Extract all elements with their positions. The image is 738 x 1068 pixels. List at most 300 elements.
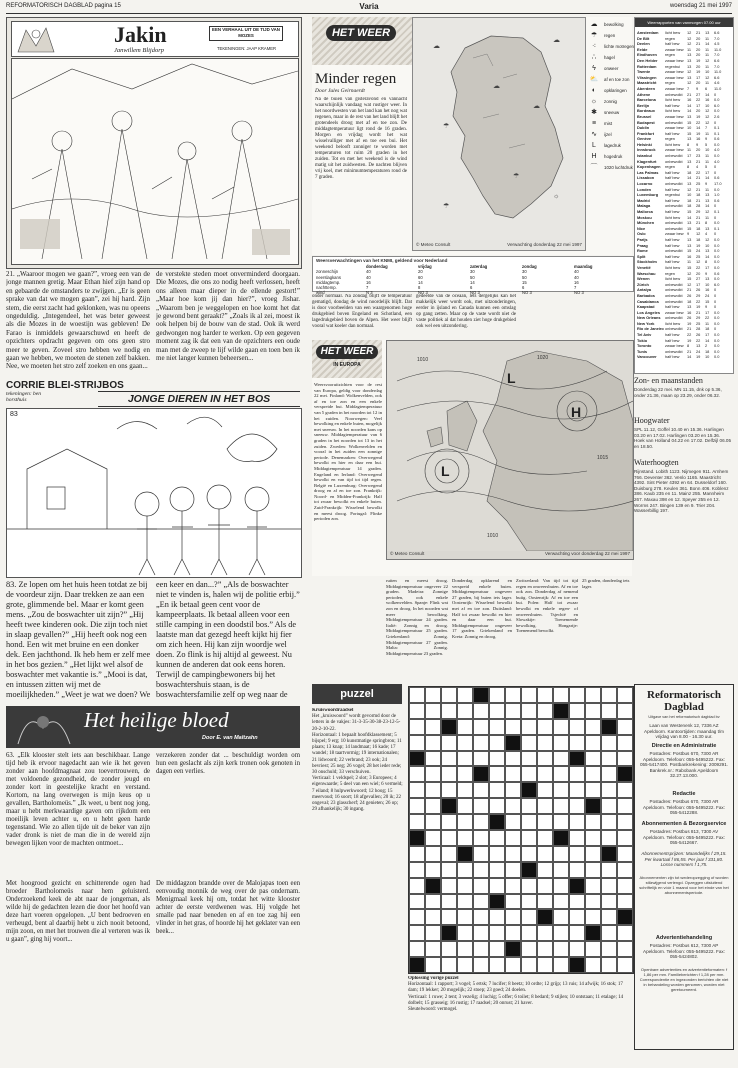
crossword-cell[interactable] <box>521 957 537 973</box>
crossword-cell[interactable] <box>473 782 489 798</box>
crossword-cell[interactable] <box>473 862 489 878</box>
station-value: 4.0 <box>714 158 720 164</box>
crossword-cell[interactable] <box>617 846 633 862</box>
crossword-cell[interactable] <box>569 894 585 910</box>
crossword-cell[interactable] <box>537 766 553 782</box>
crossword-cell[interactable] <box>585 894 601 910</box>
station-value: 13 <box>687 113 692 119</box>
crossword-cell[interactable] <box>569 719 585 735</box>
crossword-cell[interactable] <box>521 909 537 925</box>
crossword-cell[interactable] <box>521 751 537 767</box>
crossword-cell[interactable] <box>457 878 473 894</box>
crossword-cell[interactable] <box>505 878 521 894</box>
crossword-cell[interactable] <box>601 941 617 957</box>
crossword-cell[interactable] <box>521 830 537 846</box>
station-name: Casablanca <box>637 298 659 304</box>
crossword-cell[interactable] <box>601 782 617 798</box>
crossword-cell[interactable] <box>585 814 601 830</box>
crossword-cell[interactable] <box>425 735 441 751</box>
crossword-cell[interactable] <box>409 719 425 735</box>
crossword-cell[interactable] <box>505 925 521 941</box>
crossword-cell[interactable] <box>569 703 585 719</box>
cloud-icon: ☁ <box>590 21 598 28</box>
station-value: half bew <box>665 304 680 310</box>
crossword-cell[interactable] <box>617 798 633 814</box>
crossword-cell[interactable] <box>489 766 505 782</box>
weer-nl-logo: HET WEER <box>326 25 396 41</box>
crossword-cell[interactable] <box>601 957 617 973</box>
crossword-cell[interactable] <box>505 782 521 798</box>
crossword-cell[interactable] <box>521 687 537 703</box>
crossword-cell[interactable] <box>425 830 441 846</box>
crossword-cell[interactable] <box>617 862 633 878</box>
crossword-cell[interactable] <box>505 894 521 910</box>
crossword-cell[interactable] <box>489 751 505 767</box>
crossword-cell[interactable] <box>441 830 457 846</box>
legend-item <box>588 41 634 52</box>
crossword-cell[interactable] <box>617 687 633 703</box>
crossword-cell[interactable] <box>457 782 473 798</box>
crossword-cell[interactable] <box>617 703 633 719</box>
crossword-cell[interactable] <box>537 925 553 941</box>
station-value: 10 <box>687 125 692 131</box>
crossword-cell[interactable] <box>409 909 425 925</box>
crossword-cell[interactable] <box>473 751 489 767</box>
crossword-cell[interactable] <box>441 941 457 957</box>
crossword-cell[interactable] <box>457 687 473 703</box>
crossword-cell[interactable] <box>425 798 441 814</box>
station-value: 13 <box>687 220 692 226</box>
crossword-cell[interactable] <box>585 719 601 735</box>
crossword-cell[interactable] <box>425 719 441 735</box>
station-value: onbewolkt <box>665 91 683 97</box>
crossword-cell[interactable] <box>457 751 473 767</box>
station-value: 22 <box>705 315 710 321</box>
sun-moon-title: Zon- en maanstanden <box>634 376 703 385</box>
crossword-cell[interactable] <box>617 957 633 973</box>
crossword-cell[interactable] <box>601 735 617 751</box>
crossword-cell[interactable] <box>617 830 633 846</box>
crossword-cell[interactable] <box>553 878 569 894</box>
crossword-cell[interactable] <box>569 830 585 846</box>
crossword-cell[interactable] <box>617 941 633 957</box>
crossword-cell[interactable] <box>553 909 569 925</box>
crossword-cell[interactable] <box>601 687 617 703</box>
crossword-cell[interactable] <box>425 782 441 798</box>
station-value: 8 <box>687 164 690 170</box>
forecast-cell: 60 <box>418 274 423 280</box>
crossword-cell[interactable] <box>409 941 425 957</box>
station-value: zwaar bew <box>665 125 684 131</box>
crossword-cell[interactable] <box>505 719 521 735</box>
crossword-cell[interactable] <box>521 703 537 719</box>
crossword-cell[interactable] <box>441 782 457 798</box>
station-value: 16 <box>696 136 701 142</box>
crossword-cell[interactable] <box>569 798 585 814</box>
crossword-cell[interactable] <box>585 687 601 703</box>
crossword-cell[interactable] <box>521 941 537 957</box>
station-value: 6.6 <box>714 57 720 63</box>
crossword-cell[interactable] <box>553 846 569 862</box>
crossword-cell[interactable] <box>441 703 457 719</box>
crossword-cell[interactable] <box>553 751 569 767</box>
crossword-cell[interactable] <box>585 846 601 862</box>
crossword-cell[interactable] <box>569 862 585 878</box>
crossword-cell[interactable] <box>473 846 489 862</box>
crossword-cell[interactable] <box>489 703 505 719</box>
crossword-cell[interactable] <box>409 894 425 910</box>
crossword-cell[interactable] <box>505 846 521 862</box>
crossword-cell[interactable] <box>473 941 489 957</box>
station-value: 0 <box>714 287 717 293</box>
crossword-cell[interactable] <box>553 941 569 957</box>
crossword-cell[interactable] <box>457 719 473 735</box>
crossword-cell[interactable] <box>425 846 441 862</box>
bolle-illustration <box>6 408 302 578</box>
crossword-cell[interactable] <box>505 957 521 973</box>
weer-nl-map-caption: Verwachting donderdag 22 mei 1997 <box>507 242 582 247</box>
station-value: half bew <box>665 197 680 203</box>
crossword-cell[interactable] <box>537 894 553 910</box>
crossword-cell[interactable] <box>537 846 553 862</box>
station-value: 8 <box>687 141 690 147</box>
crossword-cell[interactable] <box>489 687 505 703</box>
crossword-cell[interactable] <box>425 751 441 767</box>
crossword-cell[interactable] <box>585 941 601 957</box>
station-name: New York <box>637 320 655 326</box>
crossword-cell[interactable] <box>521 814 537 830</box>
crossword-cell[interactable] <box>409 687 425 703</box>
crossword-cell[interactable] <box>537 687 553 703</box>
crossword-cell[interactable] <box>409 814 425 830</box>
crossword-cell[interactable] <box>409 925 425 941</box>
crossword-cell[interactable] <box>521 846 537 862</box>
crossword-cell[interactable] <box>553 735 569 751</box>
crossword-cell[interactable] <box>425 909 441 925</box>
crossword-cell[interactable] <box>601 751 617 767</box>
crossword-cell[interactable] <box>601 814 617 830</box>
station-value: zwaar bew <box>665 74 684 80</box>
crossword-cell[interactable] <box>601 925 617 941</box>
station-value: 0.1 <box>714 130 720 136</box>
crossword-cell[interactable] <box>553 862 569 878</box>
crossword-cell[interactable] <box>505 751 521 767</box>
crossword-cell[interactable] <box>457 894 473 910</box>
crossword-cell[interactable] <box>425 687 441 703</box>
crossword-cell[interactable] <box>441 862 457 878</box>
station-name: Barcelona <box>637 97 656 103</box>
crossword-cell[interactable] <box>441 687 457 703</box>
crossword-cell[interactable] <box>441 878 457 894</box>
crossword-cell[interactable] <box>489 925 505 941</box>
crossword-cell[interactable] <box>425 862 441 878</box>
crossword-cell[interactable] <box>617 894 633 910</box>
station-value: 0 <box>714 292 717 298</box>
station-value: 8 <box>687 343 690 349</box>
crossword-cell[interactable] <box>569 687 585 703</box>
crossword-cell[interactable] <box>537 941 553 957</box>
rd-abo-title: Abonnementen & Bezorgservice <box>641 821 727 827</box>
solution-keyword: Sleutelwoord: vermogel. <box>408 1007 458 1013</box>
crossword-cell[interactable] <box>601 798 617 814</box>
crossword-cell[interactable] <box>553 687 569 703</box>
crossword-cell[interactable] <box>457 798 473 814</box>
forecast-row-label: nachttemp. <box>316 285 337 291</box>
station-value: half bew <box>665 337 680 343</box>
crossword-cell[interactable] <box>473 925 489 941</box>
crossword-cell[interactable] <box>425 957 441 973</box>
crossword-cell[interactable] <box>617 878 633 894</box>
crossword-cell[interactable] <box>457 766 473 782</box>
crossword-cell[interactable] <box>473 909 489 925</box>
crossword-cell[interactable] <box>537 878 553 894</box>
crossword-cell[interactable] <box>553 894 569 910</box>
crossword-cell[interactable] <box>521 719 537 735</box>
crossword-cell[interactable] <box>601 703 617 719</box>
crossword-cell[interactable] <box>457 957 473 973</box>
crossword-cell[interactable] <box>569 925 585 941</box>
station-value: 20 <box>696 52 701 58</box>
crossword-block <box>441 798 457 814</box>
crossword-cell[interactable] <box>457 909 473 925</box>
high-pressure-icon: H <box>591 153 597 160</box>
station-value: 0.0 <box>714 242 720 248</box>
crossword-cell[interactable] <box>441 957 457 973</box>
crossword-cell[interactable] <box>457 735 473 751</box>
crossword-cell[interactable] <box>521 878 537 894</box>
station-name: Antalya <box>637 287 652 293</box>
station-value: 4.6 <box>714 80 720 86</box>
crossword-cell[interactable] <box>601 862 617 878</box>
crossword-cell[interactable] <box>441 735 457 751</box>
forecast-cell: NO 3 <box>470 290 480 296</box>
crossword-cell[interactable] <box>505 687 521 703</box>
crossword-cell[interactable] <box>489 862 505 878</box>
crossword-cell[interactable] <box>473 735 489 751</box>
forecast-cell: 8 <box>418 285 421 291</box>
crossword-cell[interactable] <box>521 735 537 751</box>
fog-icon: ≡ <box>591 120 597 127</box>
crossword-cell[interactable] <box>505 798 521 814</box>
crossword-cell[interactable] <box>505 703 521 719</box>
crossword-cell[interactable] <box>505 862 521 878</box>
crossword-cell[interactable] <box>473 814 489 830</box>
crossword-cell[interactable] <box>617 782 633 798</box>
crossword-grid[interactable] <box>408 686 634 974</box>
station-name: Londen <box>637 186 652 192</box>
crossword-cell[interactable] <box>601 894 617 910</box>
station-value: 22 <box>687 332 692 338</box>
crossword-cell[interactable] <box>521 798 537 814</box>
crossword-cell[interactable] <box>585 735 601 751</box>
crossword-cell[interactable] <box>473 957 489 973</box>
station-name: Eelde <box>637 46 648 52</box>
station-value: 14 <box>687 354 692 360</box>
crossword-cell[interactable] <box>441 894 457 910</box>
crossword-cell[interactable] <box>441 751 457 767</box>
crossword-cell[interactable] <box>585 751 601 767</box>
crossword-cell[interactable] <box>425 925 441 941</box>
crossword-cell[interactable] <box>537 862 553 878</box>
water-levels-text: Rijnstand. Lobith 1123. Nijmegen 911. Arnhem 766. Deventer 362. Venlo 1165. Maastricht 4392. Sint Pieter 4392 en 64. Dusseldorf 160. Duisburg 278. Keulen 361. Bonn 406. Koblenz 386. Kaub 235 en 11. Mainz 255. Mannheim 267. Maxau 398 en 12. Speyer 255 en 12. Worms 247. Bingen 139 en 9. Trier 204. Wasserbillig 197. <box>634 469 729 514</box>
jakin-title-drawing <box>16 24 56 54</box>
crossword-cell[interactable] <box>569 766 585 782</box>
crossword-cell[interactable] <box>489 941 505 957</box>
forecast-cell: 30 <box>522 269 527 275</box>
crossword-cell[interactable] <box>473 830 489 846</box>
crossword-cell[interactable] <box>409 862 425 878</box>
crossword-cell[interactable] <box>489 846 505 862</box>
crossword-cell[interactable] <box>457 862 473 878</box>
crossword-cell[interactable] <box>457 830 473 846</box>
crossword-cell[interactable] <box>617 814 633 830</box>
crossword-cell[interactable] <box>489 782 505 798</box>
crossword-cell[interactable] <box>553 798 569 814</box>
crossword-cell[interactable] <box>425 766 441 782</box>
bolle-author: CORRIE BLEI-STRIJBOS <box>6 380 124 391</box>
crossword-cell[interactable] <box>553 957 569 973</box>
crossword-cell[interactable] <box>537 751 553 767</box>
crossword-cell[interactable] <box>537 814 553 830</box>
station-name: Den Helder <box>637 57 658 63</box>
crossword-cell[interactable] <box>569 941 585 957</box>
crossword-cell[interactable] <box>569 735 585 751</box>
crossword-cell[interactable] <box>473 798 489 814</box>
station-value: 11 <box>705 214 710 220</box>
station-name: Madrid <box>637 197 650 203</box>
crossword-cell[interactable] <box>617 751 633 767</box>
crossword-cell[interactable] <box>441 766 457 782</box>
station-name: Lissabon <box>637 175 655 181</box>
crossword-cell[interactable] <box>489 719 505 735</box>
crossword-cell[interactable] <box>569 909 585 925</box>
crossword-cell[interactable] <box>409 798 425 814</box>
crossword-cell[interactable] <box>489 957 505 973</box>
crossword-cell[interactable] <box>617 719 633 735</box>
crossword-cell[interactable] <box>489 909 505 925</box>
crossword-cell[interactable] <box>473 894 489 910</box>
forecast-cell: 20 <box>418 269 423 275</box>
crossword-cell[interactable] <box>553 814 569 830</box>
station-value: 20 <box>696 46 701 52</box>
crossword-cell[interactable] <box>425 941 441 957</box>
crossword-cell[interactable] <box>585 957 601 973</box>
crossword-cell[interactable] <box>425 894 441 910</box>
crossword-cell[interactable] <box>441 909 457 925</box>
puzzle-clues <box>312 708 404 1048</box>
crossword-cell[interactable] <box>505 814 521 830</box>
crossword-cell[interactable] <box>553 925 569 941</box>
station-value: 24 <box>705 292 710 298</box>
station-name: Maastricht <box>637 80 657 86</box>
crossword-cell[interactable] <box>489 798 505 814</box>
station-name: Budapest <box>637 119 655 125</box>
crossword-cell[interactable] <box>585 703 601 719</box>
crossword-cell[interactable] <box>601 766 617 782</box>
crossword-cell[interactable] <box>585 878 601 894</box>
crossword-cell[interactable] <box>425 703 441 719</box>
crossword-cell[interactable] <box>569 814 585 830</box>
crossword-cell[interactable] <box>553 782 569 798</box>
crossword-cell[interactable] <box>601 909 617 925</box>
crossword-cell[interactable] <box>441 846 457 862</box>
crossword-cell[interactable] <box>409 782 425 798</box>
crossword-cell[interactable] <box>521 894 537 910</box>
crossword-cell[interactable] <box>617 735 633 751</box>
crossword-cell[interactable] <box>473 719 489 735</box>
crossword-cell[interactable] <box>425 814 441 830</box>
station-value: regen <box>665 35 675 41</box>
crossword-cell[interactable] <box>409 735 425 751</box>
crossword-cell[interactable] <box>585 782 601 798</box>
crossword-cell[interactable] <box>441 814 457 830</box>
crossword-cell[interactable] <box>409 703 425 719</box>
station-value: 13 <box>687 52 692 58</box>
crossword-cell[interactable] <box>457 814 473 830</box>
crossword-cell[interactable] <box>601 830 617 846</box>
weer-nl-title: Minder regen <box>315 71 397 87</box>
crossword-cell[interactable] <box>553 766 569 782</box>
crossword-cell[interactable] <box>537 703 553 719</box>
crossword-cell[interactable] <box>489 830 505 846</box>
crossword-cell[interactable] <box>537 719 553 735</box>
crossword-cell[interactable] <box>585 766 601 782</box>
crossword-cell[interactable] <box>409 766 425 782</box>
station-value: 24 <box>696 348 701 354</box>
bloed-text-b: Met hoogrood gezicht en schitterende ogen had broeder Bartholomeüs naar hem geluisterd. Onderzoekend keek de abt naar de jongeman, als wilde hij de gedachten lezen die door het hoofd van deze hart voeren opgelopen. „U bent bedroeven en verheugd, bent al daarbij hebt u zich nooit betoond, mijn zoon, en met het trouwen die al verteren was ik u gaan”, ging hij voort... <box>6 880 150 943</box>
rd-colophon <box>634 684 734 1050</box>
station-value: 0.0 <box>714 253 720 259</box>
crossword-cell[interactable] <box>617 925 633 941</box>
crossword-cell[interactable] <box>505 766 521 782</box>
crossword-cell[interactable] <box>457 941 473 957</box>
crossword-cell[interactable] <box>537 957 553 973</box>
crossword-cell[interactable] <box>457 703 473 719</box>
legend-item <box>588 30 634 41</box>
crossword-block <box>585 925 601 941</box>
crossword-cell[interactable] <box>537 735 553 751</box>
crossword-cell[interactable] <box>569 782 585 798</box>
crossword-cell[interactable] <box>537 830 553 846</box>
crossword-cell[interactable] <box>473 703 489 719</box>
crossword-cell[interactable] <box>601 878 617 894</box>
crossword-cell[interactable] <box>409 878 425 894</box>
crossword-cell[interactable] <box>537 782 553 798</box>
crossword-cell[interactable] <box>585 830 601 846</box>
crossword-cell[interactable] <box>505 830 521 846</box>
svg-text:☁: ☁ <box>493 83 500 90</box>
crossword-cell[interactable] <box>553 719 569 735</box>
crossword-cell[interactable] <box>521 925 537 941</box>
station-name: Eindhoven <box>637 52 657 58</box>
crossword-cell[interactable] <box>585 909 601 925</box>
crossword-cell[interactable] <box>489 878 505 894</box>
crossword-cell[interactable] <box>473 878 489 894</box>
crossword-cell[interactable] <box>569 846 585 862</box>
station-name: Genève <box>637 136 652 142</box>
crossword-cell[interactable] <box>521 766 537 782</box>
station-value: 18 <box>687 203 692 209</box>
crossword-cell[interactable] <box>457 925 473 941</box>
crossword-cell[interactable] <box>537 798 553 814</box>
station-value: 7.0 <box>714 52 720 58</box>
crossword-cell[interactable] <box>505 909 521 925</box>
station-value: half bew <box>665 41 680 47</box>
crossword-cell[interactable] <box>489 735 505 751</box>
station-name: Malaga <box>637 203 651 209</box>
crossword-cell[interactable] <box>585 862 601 878</box>
crossword-cell[interactable] <box>409 846 425 862</box>
